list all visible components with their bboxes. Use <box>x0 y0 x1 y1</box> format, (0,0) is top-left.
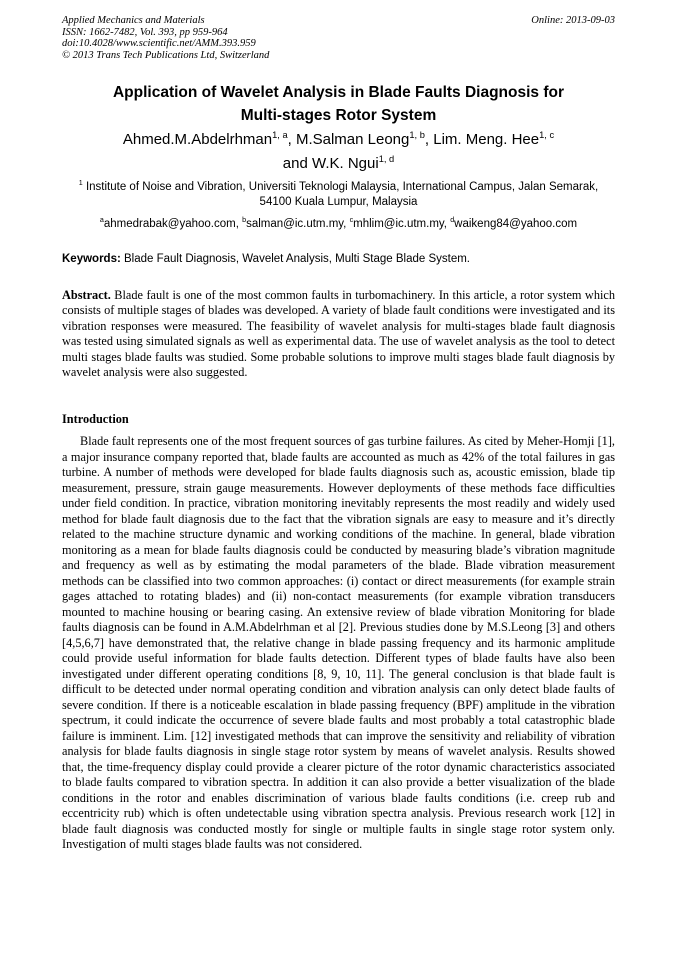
email-mark: c <box>349 216 354 225</box>
email-mark: b <box>242 216 247 225</box>
journal-issn: ISSN: 1662-7482, Vol. 393, pp 959-964 <box>62 26 228 38</box>
author-affiliation-mark: 1, b <box>409 130 425 140</box>
journal-copyright: © 2013 Trans Tech Publications Ltd, Switzerland <box>62 49 270 61</box>
authors-line-1 <box>62 128 615 152</box>
keywords <box>62 252 615 267</box>
author-name: Lim. Meng. Hee <box>433 131 540 148</box>
affiliation-text: Institute of Noise and Vibration, Universiti Teknologi Malaysia, International Campus, Jalan Semarak, 54100 Kuala Lumpur, Malaysia <box>82 181 599 208</box>
author-conjunction: and <box>282 155 312 172</box>
email-address: mhlim@ic.utm.my, <box>353 218 451 230</box>
affiliation-mark: 1 <box>78 179 83 188</box>
email-mark: a <box>99 216 104 225</box>
authors-line-2 <box>62 152 615 176</box>
abstract <box>62 288 615 380</box>
author-separator: , <box>424 131 434 148</box>
keywords-label: Keywords: <box>62 253 121 265</box>
author-name: Ahmed.M.Abdelrhman <box>122 131 273 148</box>
journal-doi: doi:10.4028/www.scientific.net/AMM.393.959 <box>62 38 256 50</box>
author-affiliation-mark: 1, a <box>272 130 288 140</box>
abstract-text: Blade fault is one of the most common faults in turbomachinery. In this article, a rotor system which consists of multiple stages of blades was developed. A variety of blade fault conditions were investigated and its vibration responses were measured. The feasibility of wavelet analysis for multi-stages blade fault diagnosis was tested using simulated signals as well as experimental data. The use of wavelet analysis as the tool to detect multi stages blade faults was studied. Some probable solutions to improve multi stages blade fault diagnosis by wavelet analysis were also suggested. <box>62 288 615 380</box>
section-heading-introduction: Introduction <box>62 412 129 426</box>
author-emails <box>62 217 615 232</box>
email-address: salman@ic.utm.my, <box>246 218 350 230</box>
author-affiliation-mark: 1, c <box>539 130 555 140</box>
author-name: M.Salman Leong <box>295 131 410 148</box>
author-affiliation-mark: 1, d <box>378 154 395 164</box>
title-line-2: Multi-stages Rotor System <box>240 107 437 124</box>
online-date: Online: 2013-09-03 <box>531 15 615 26</box>
author-name: W.K. Ngui <box>312 155 379 172</box>
email-mark: d <box>450 216 455 225</box>
abstract-label: Abstract. <box>62 288 111 302</box>
affiliation <box>76 180 601 210</box>
author-list <box>62 128 615 176</box>
journal-header <box>62 15 615 61</box>
author-separator: , <box>287 131 296 148</box>
email-address: waikeng84@yahoo.com <box>454 218 578 230</box>
introduction-paragraph: Blade fault represents one of the most frequent sources of gas turbine failures. As cited by Meher-Homji [1], a major insurance company reported that, blade faults are accounted as much as 42% of the total failures in gas turbine. A number of methods were developed for blade faults diagnosis such as, acoustic emission, blade tip measurement, pressure, strain gauge measurements. However deployments of these methods face difficulties under field condition. In practice, vibration monitoring inevitably represents the most readily and widely used method for blade fault diagnosis due to the fact that the vibration signals are easy to measure and it’s directly related to the machine structure dynamic and working conditions of the machine. In general, blade vibration monitoring as a mean for blade faults diagnosis could be conducted by measuring blade’s vibration magnitude and frequency as well as by estimating the modal parameters of the blade. Blade vibration measurement methods can be classified into two common approaches: (i) contact or direct measurements (for example strain gages attached to rotating blades) and (ii) non-contact measurements (for example vibration transducers mounted to machine housing or bearing casing. An extensive review of blade vibration Monitoring for blade faults diagnosis can be found in A.M.Abdelrhman et al [2]. Previous studies done by M.S.Leong [3] and others [4,5,6,7] have demonstrated that, the relative change in blade passing frequency and its harmonic amplitude could provide useful information for blade faults detection. Different types of blade faults have also been investigated under different operating conditions [8, 9, 10, 11]. The general conclusion is that blade fault is difficult to be detected under normal operating condition and vibration analysis can only detect blade faults of severe condition. If there is a noticeable escalation in blade passing frequency (BPF) amplitude in the vibration spectrum, it could indicate the occurrence of severe blade faults and most probably a total catastrophic blade failure is imminent. Lim. [12] investigated methods that can improve the sensitivity and reliability of vibration analysis for blade faults diagnosis in single stage rotor system by means of wavelet analysis. Results showed that, the time-frequency display could provide a clearer picture of the rotor dynamic characteristics associated to blade faults compared to vibration spectra. In addition it can also provide a better visualization of the blade conditions in the rotor and enables discrimination of various blade faults conditions (i.e. creep rub and eccentricity rub) which is often undetectable using vibration spectra analysis. Previous research work [12] in blade fault diagnosis was conducted mostly for single or multiple faults in single stage rotor system only. Investigation of multi stages blade faults was not considered. <box>62 434 615 851</box>
paper-title <box>62 81 615 127</box>
email-address: ahmedrabak@yahoo.com, <box>103 218 243 230</box>
journal-name: Applied Mechanics and Materials <box>62 15 205 26</box>
keywords-text: Blade Fault Diagnosis, Wavelet Analysis, Multi Stage Blade System. <box>120 253 471 265</box>
title-line-1: Application of Wavelet Analysis in Blade Faults Diagnosis for <box>112 84 564 101</box>
